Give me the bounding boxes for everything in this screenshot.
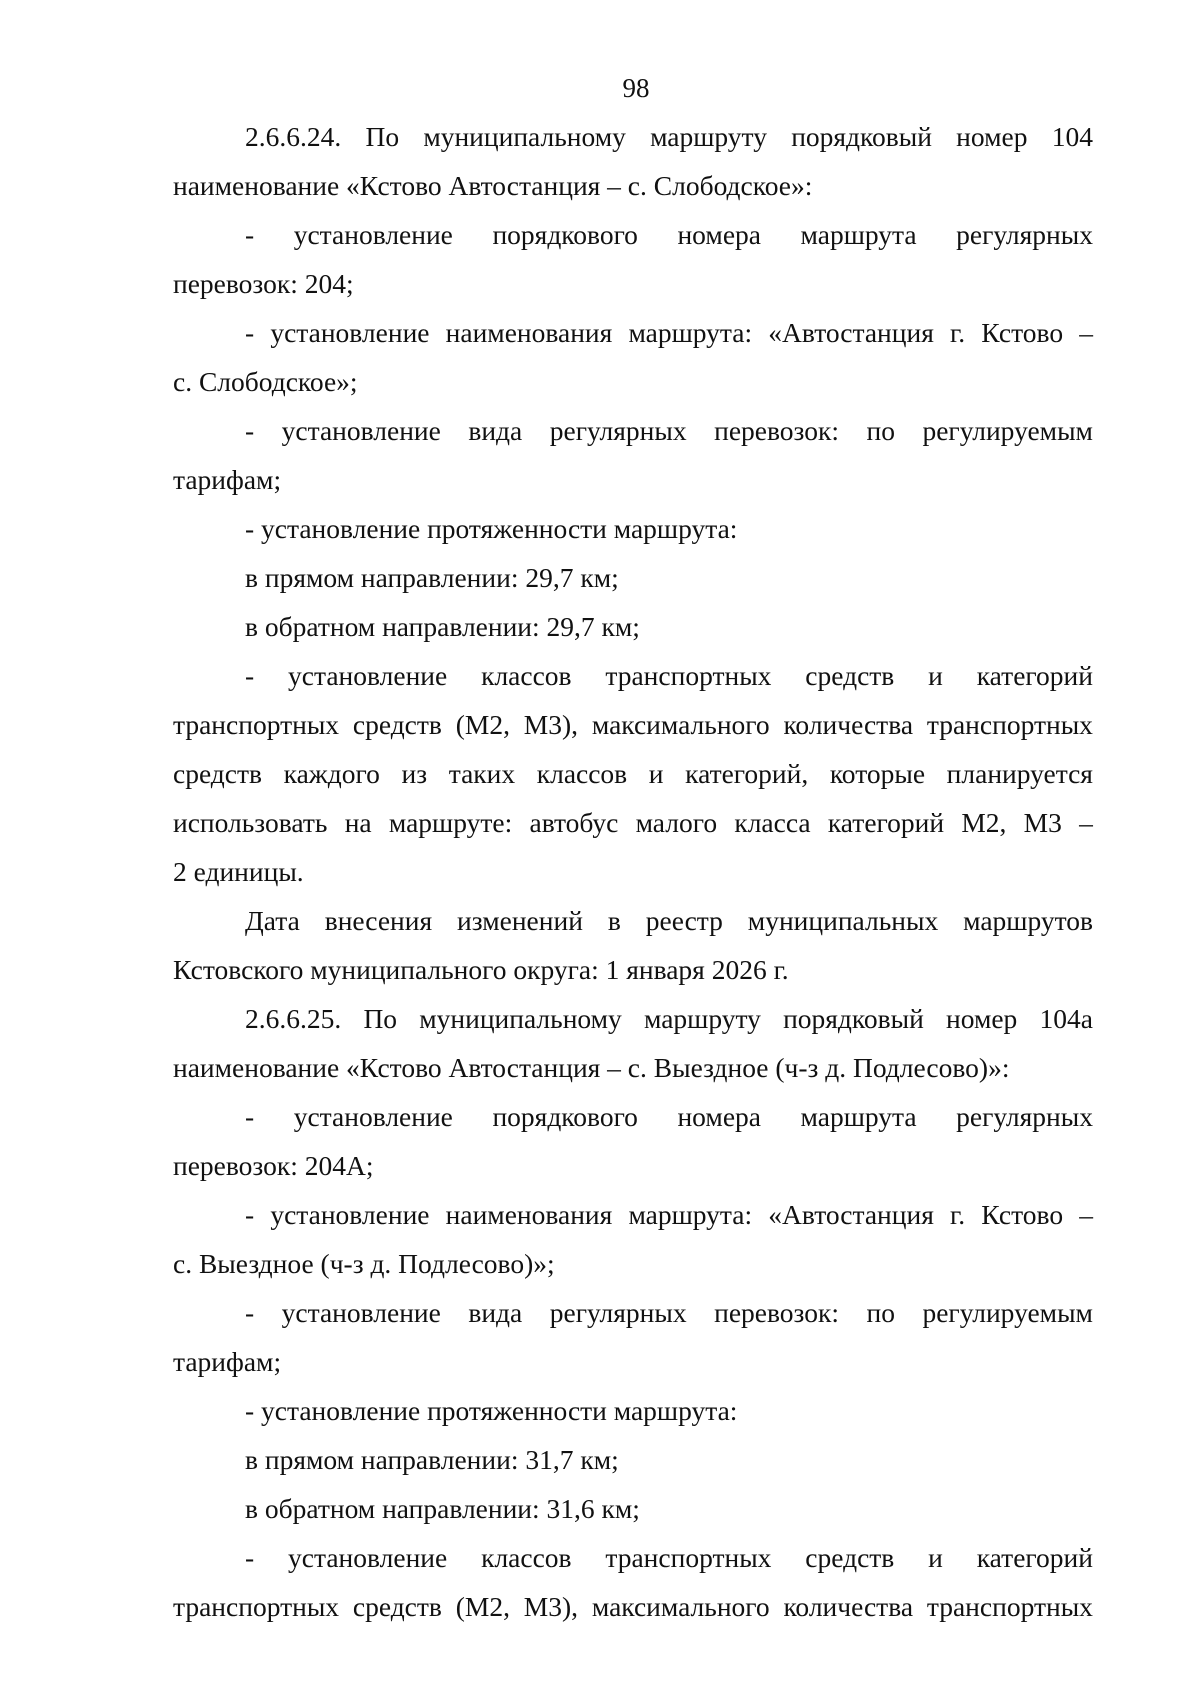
word: Кстово (981, 317, 1064, 348)
paragraph-line (173, 1582, 1093, 1631)
word: номер (946, 1003, 1018, 1034)
word: маршрутов (963, 905, 1093, 936)
paragraph-line (173, 749, 1093, 798)
word: - (245, 317, 255, 348)
word: класса (734, 807, 811, 838)
word: классов (536, 758, 628, 789)
word: Кстово (981, 1199, 1064, 1230)
paragraph-line: - установление протяженности маршрута: (245, 1395, 738, 1426)
word: автобус (529, 807, 619, 838)
document-body (173, 112, 1093, 1631)
word: классов (481, 1542, 572, 1573)
word: количества (783, 709, 914, 740)
word: средств (352, 1591, 442, 1622)
paragraph-line: Кстовского муниципального округа: 1 января 2026 г. (173, 954, 789, 985)
word: (М2, (455, 1591, 510, 1622)
paragraph-line (173, 1288, 1093, 1337)
paragraph-line (173, 994, 1093, 1043)
word: транспортных (605, 1542, 772, 1573)
word: номера (677, 1101, 761, 1132)
paragraph-line: перевозок: 204А; (173, 1150, 374, 1181)
word: средств (805, 660, 895, 691)
word: г. (950, 317, 966, 348)
paragraph-line (173, 896, 1093, 945)
word: изменений (457, 905, 583, 936)
word: установление (293, 219, 453, 250)
word: маршрута: (628, 1199, 753, 1230)
word: порядковый (791, 121, 932, 152)
paragraph-line: 2 единицы. (173, 856, 304, 887)
word: установление (288, 1542, 448, 1573)
paragraph-line (173, 112, 1093, 161)
paragraph-line: в обратном направлении: 29,7 км; (245, 611, 640, 642)
word: установление (270, 317, 430, 348)
word: перевозок: (714, 415, 839, 446)
word: категорий, (685, 758, 809, 789)
word: регулируемым (922, 1297, 1093, 1328)
word: маршруту (650, 121, 767, 152)
paragraph-line: с. Слободское»; (173, 366, 358, 397)
word: 2.6.6.24. (245, 121, 342, 152)
word: реестр (645, 905, 723, 936)
word: - (245, 1297, 255, 1328)
paragraph-line (173, 1190, 1093, 1239)
word: – (1079, 1199, 1093, 1230)
word: установление (293, 1101, 453, 1132)
word: - (245, 415, 255, 446)
word: регулярных (956, 1101, 1093, 1132)
word: на (344, 807, 372, 838)
word: и (928, 660, 943, 691)
word: планируется (946, 758, 1093, 789)
paragraph-line (173, 1092, 1093, 1141)
paragraph-line (173, 308, 1093, 357)
word: категорий (976, 660, 1093, 691)
paragraph-line (173, 651, 1093, 700)
paragraph-line (173, 1533, 1093, 1582)
word: таких (448, 758, 516, 789)
word: М3 (1023, 807, 1062, 838)
word: 104 (1051, 121, 1093, 152)
word: перевозок: (714, 1297, 839, 1328)
word: порядкового (492, 219, 638, 250)
word: по (866, 415, 895, 446)
word: транспортных (926, 709, 1093, 740)
word: по (866, 1297, 895, 1328)
word: 104а (1039, 1003, 1093, 1034)
word: транспортных (173, 709, 340, 740)
word: 2.6.6.25. (245, 1003, 342, 1034)
word: муниципальных (747, 905, 939, 936)
word: использовать (173, 807, 328, 838)
word: вида (468, 1297, 523, 1328)
word: малого (635, 807, 718, 838)
word: маршрута (800, 219, 917, 250)
word: порядковый (783, 1003, 924, 1034)
paragraph-line (173, 700, 1093, 749)
word: «Автостанция (768, 317, 934, 348)
word: которые (829, 758, 926, 789)
word: средств (805, 1542, 895, 1573)
word: категорий (827, 807, 945, 838)
word: муниципальному (419, 1003, 622, 1034)
paragraph-line: в обратном направлении: 31,6 км; (245, 1493, 640, 1524)
word: маршрута (800, 1101, 917, 1132)
paragraph-line: наименование «Кстово Автостанция – с. Выездное (ч-з д. Подлесово)»: (173, 1052, 1010, 1083)
word: максимального (591, 709, 770, 740)
word: регулярных (956, 219, 1093, 250)
word: М3), (523, 709, 579, 740)
paragraph-line (173, 210, 1093, 259)
word: классов (481, 660, 572, 691)
word: - (245, 1199, 255, 1230)
word: средств (173, 758, 262, 789)
word: установление (281, 415, 441, 446)
word: «Автостанция (768, 1199, 934, 1230)
word: количества (783, 1591, 914, 1622)
word: Дата (245, 905, 300, 936)
paragraph-line (173, 406, 1093, 455)
word: номера (677, 219, 761, 250)
paragraph-line: в прямом направлении: 31,7 км; (245, 1444, 619, 1475)
word: – (1079, 317, 1093, 348)
word: и (648, 758, 664, 789)
word: М2, (961, 807, 1007, 838)
word: М3), (523, 1591, 579, 1622)
word: - (245, 219, 255, 250)
word: регулярных (549, 1297, 687, 1328)
word: – (1079, 807, 1093, 838)
word: установление (288, 660, 448, 691)
word: в (607, 905, 621, 936)
page-number: 98 (622, 73, 650, 103)
word: вида (468, 415, 523, 446)
word: внесения (324, 905, 433, 936)
word: наименования (445, 317, 613, 348)
word: средств (352, 709, 442, 740)
paragraph-line: наименование «Кстово Автостанция – с. Слободское»: (173, 170, 813, 201)
word: транспортных (926, 1591, 1093, 1622)
word: г. (950, 1199, 966, 1230)
word: установление (281, 1297, 441, 1328)
word: - (245, 660, 255, 691)
paragraph-line (173, 798, 1093, 847)
paragraph-line: тарифам; (173, 464, 282, 495)
word: номер (956, 121, 1028, 152)
paragraph-line: в прямом направлении: 29,7 км; (245, 562, 619, 593)
word: маршруте: (388, 807, 513, 838)
word: - (245, 1542, 255, 1573)
word: наименования (445, 1199, 613, 1230)
word: (М2, (455, 709, 510, 740)
word: транспортных (173, 1591, 340, 1622)
paragraph-line: - установление протяженности маршрута: (245, 513, 738, 544)
word: установление (270, 1199, 430, 1230)
word: - (245, 1101, 255, 1132)
word: По (363, 1003, 398, 1034)
word: маршрута: (628, 317, 753, 348)
word: каждого (283, 758, 380, 789)
word: транспортных (605, 660, 772, 691)
word: По (365, 121, 400, 152)
paragraph-line: тарифам; (173, 1346, 282, 1377)
paragraph-line: с. Выездное (ч-з д. Подлесово)»; (173, 1248, 555, 1279)
word: регулируемым (922, 415, 1093, 446)
word: из (401, 758, 428, 789)
word: регулярных (549, 415, 687, 446)
word: максимального (591, 1591, 770, 1622)
word: категорий (976, 1542, 1093, 1573)
paragraph-line: перевозок: 204; (173, 268, 354, 299)
word: маршруту (643, 1003, 761, 1034)
word: муниципальному (423, 121, 626, 152)
word: и (928, 1542, 943, 1573)
word: порядкового (492, 1101, 638, 1132)
